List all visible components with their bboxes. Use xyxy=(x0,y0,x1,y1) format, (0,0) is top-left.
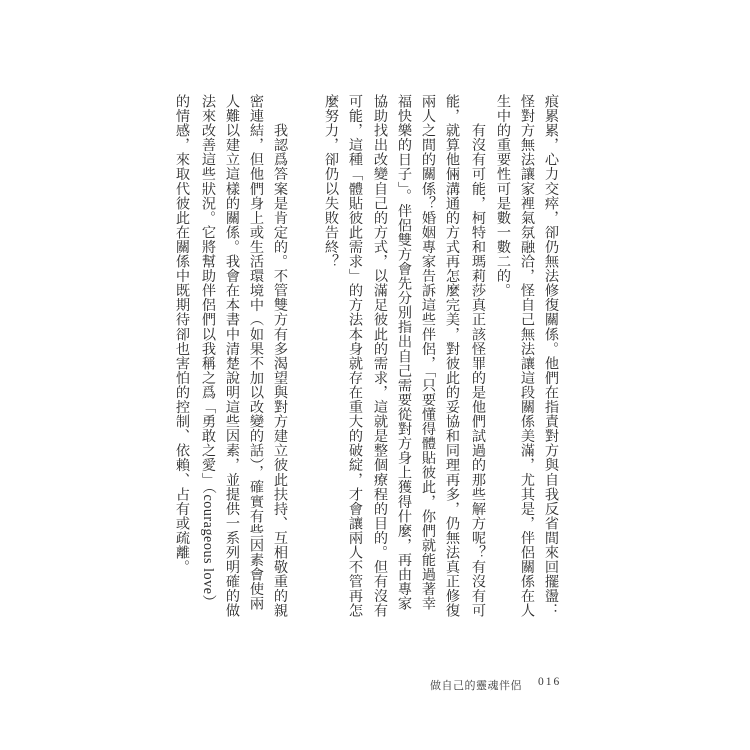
text-column-6: 兩人之間的關係？婚姻專家告訴這些伴侶，「只要懂得體貼彼此，你們就能過著幸 xyxy=(420,94,436,611)
text-column-15: 的情感，來取代彼此在關係中既期待卻也害怕的控制、依賴、占有或疏離。 xyxy=(174,94,190,575)
text-column-8: 協助找出改變自己的方式，以滿足彼此的需求，這就是整個療程的目的。但有沒有 xyxy=(372,94,388,618)
latin-phrase: （courageous love） xyxy=(200,486,216,610)
text-column-13: 人難以建立這樣的關係。我會在本書中清楚說明這些因素，並提供一系列明確的做 xyxy=(224,94,240,618)
text-column-9: 可能，這種「體貼彼此需求」的方法本身就存在重大的破綻，才會讓兩人不管再怎 xyxy=(347,94,363,618)
text-column-11: 我認爲答案是肯定的。不管雙方有多渴望與對方建立彼此扶持、互相敬重的親 xyxy=(272,94,288,618)
text-column-3: 生中的重要性可是數一數二的。 xyxy=(495,94,511,298)
page-number: 016 xyxy=(538,676,562,688)
text-column-4: 有沒有可能，柯特和瑪莉莎真正該怪罪的是他們試過的那些解方呢？有沒有可 xyxy=(470,94,486,618)
text-column-14 xyxy=(196,94,220,634)
text-column-1: 痕累累，心力交瘁，卻仍無法修復關係。他們在指責對方與自我反省間來回擺盪： xyxy=(543,94,559,618)
text-column-2: 怪對方無法讓家裡氣氛融洽，怪自己無法讓這段關係美滿，尤其是，伴侶關係在人 xyxy=(519,94,535,618)
text-column-12: 密連結，但他們身上或生活環境中（如果不加以改變的話），確實有些因素會使兩 xyxy=(248,94,264,611)
text-column-14-cjk: 法來改善這些狀況。它將幫助伴侶們以我稱之爲「勇敢之愛」 xyxy=(200,94,216,487)
text-column-5: 能，就算他倆溝通的方式再怎麼完美，對彼此的妥協和同理再多，仍無法真正修復 xyxy=(444,94,460,618)
text-column-10: 麼努力，卻仍以失敗告終？ xyxy=(323,94,339,269)
running-footer-book-title: 做自己的靈魂伴侶 xyxy=(430,679,522,692)
text-column-7: 福快樂的日子」。伴侶雙方會先分別指出自己需要從對方身上獲得什麼，再由專家 xyxy=(396,94,412,611)
